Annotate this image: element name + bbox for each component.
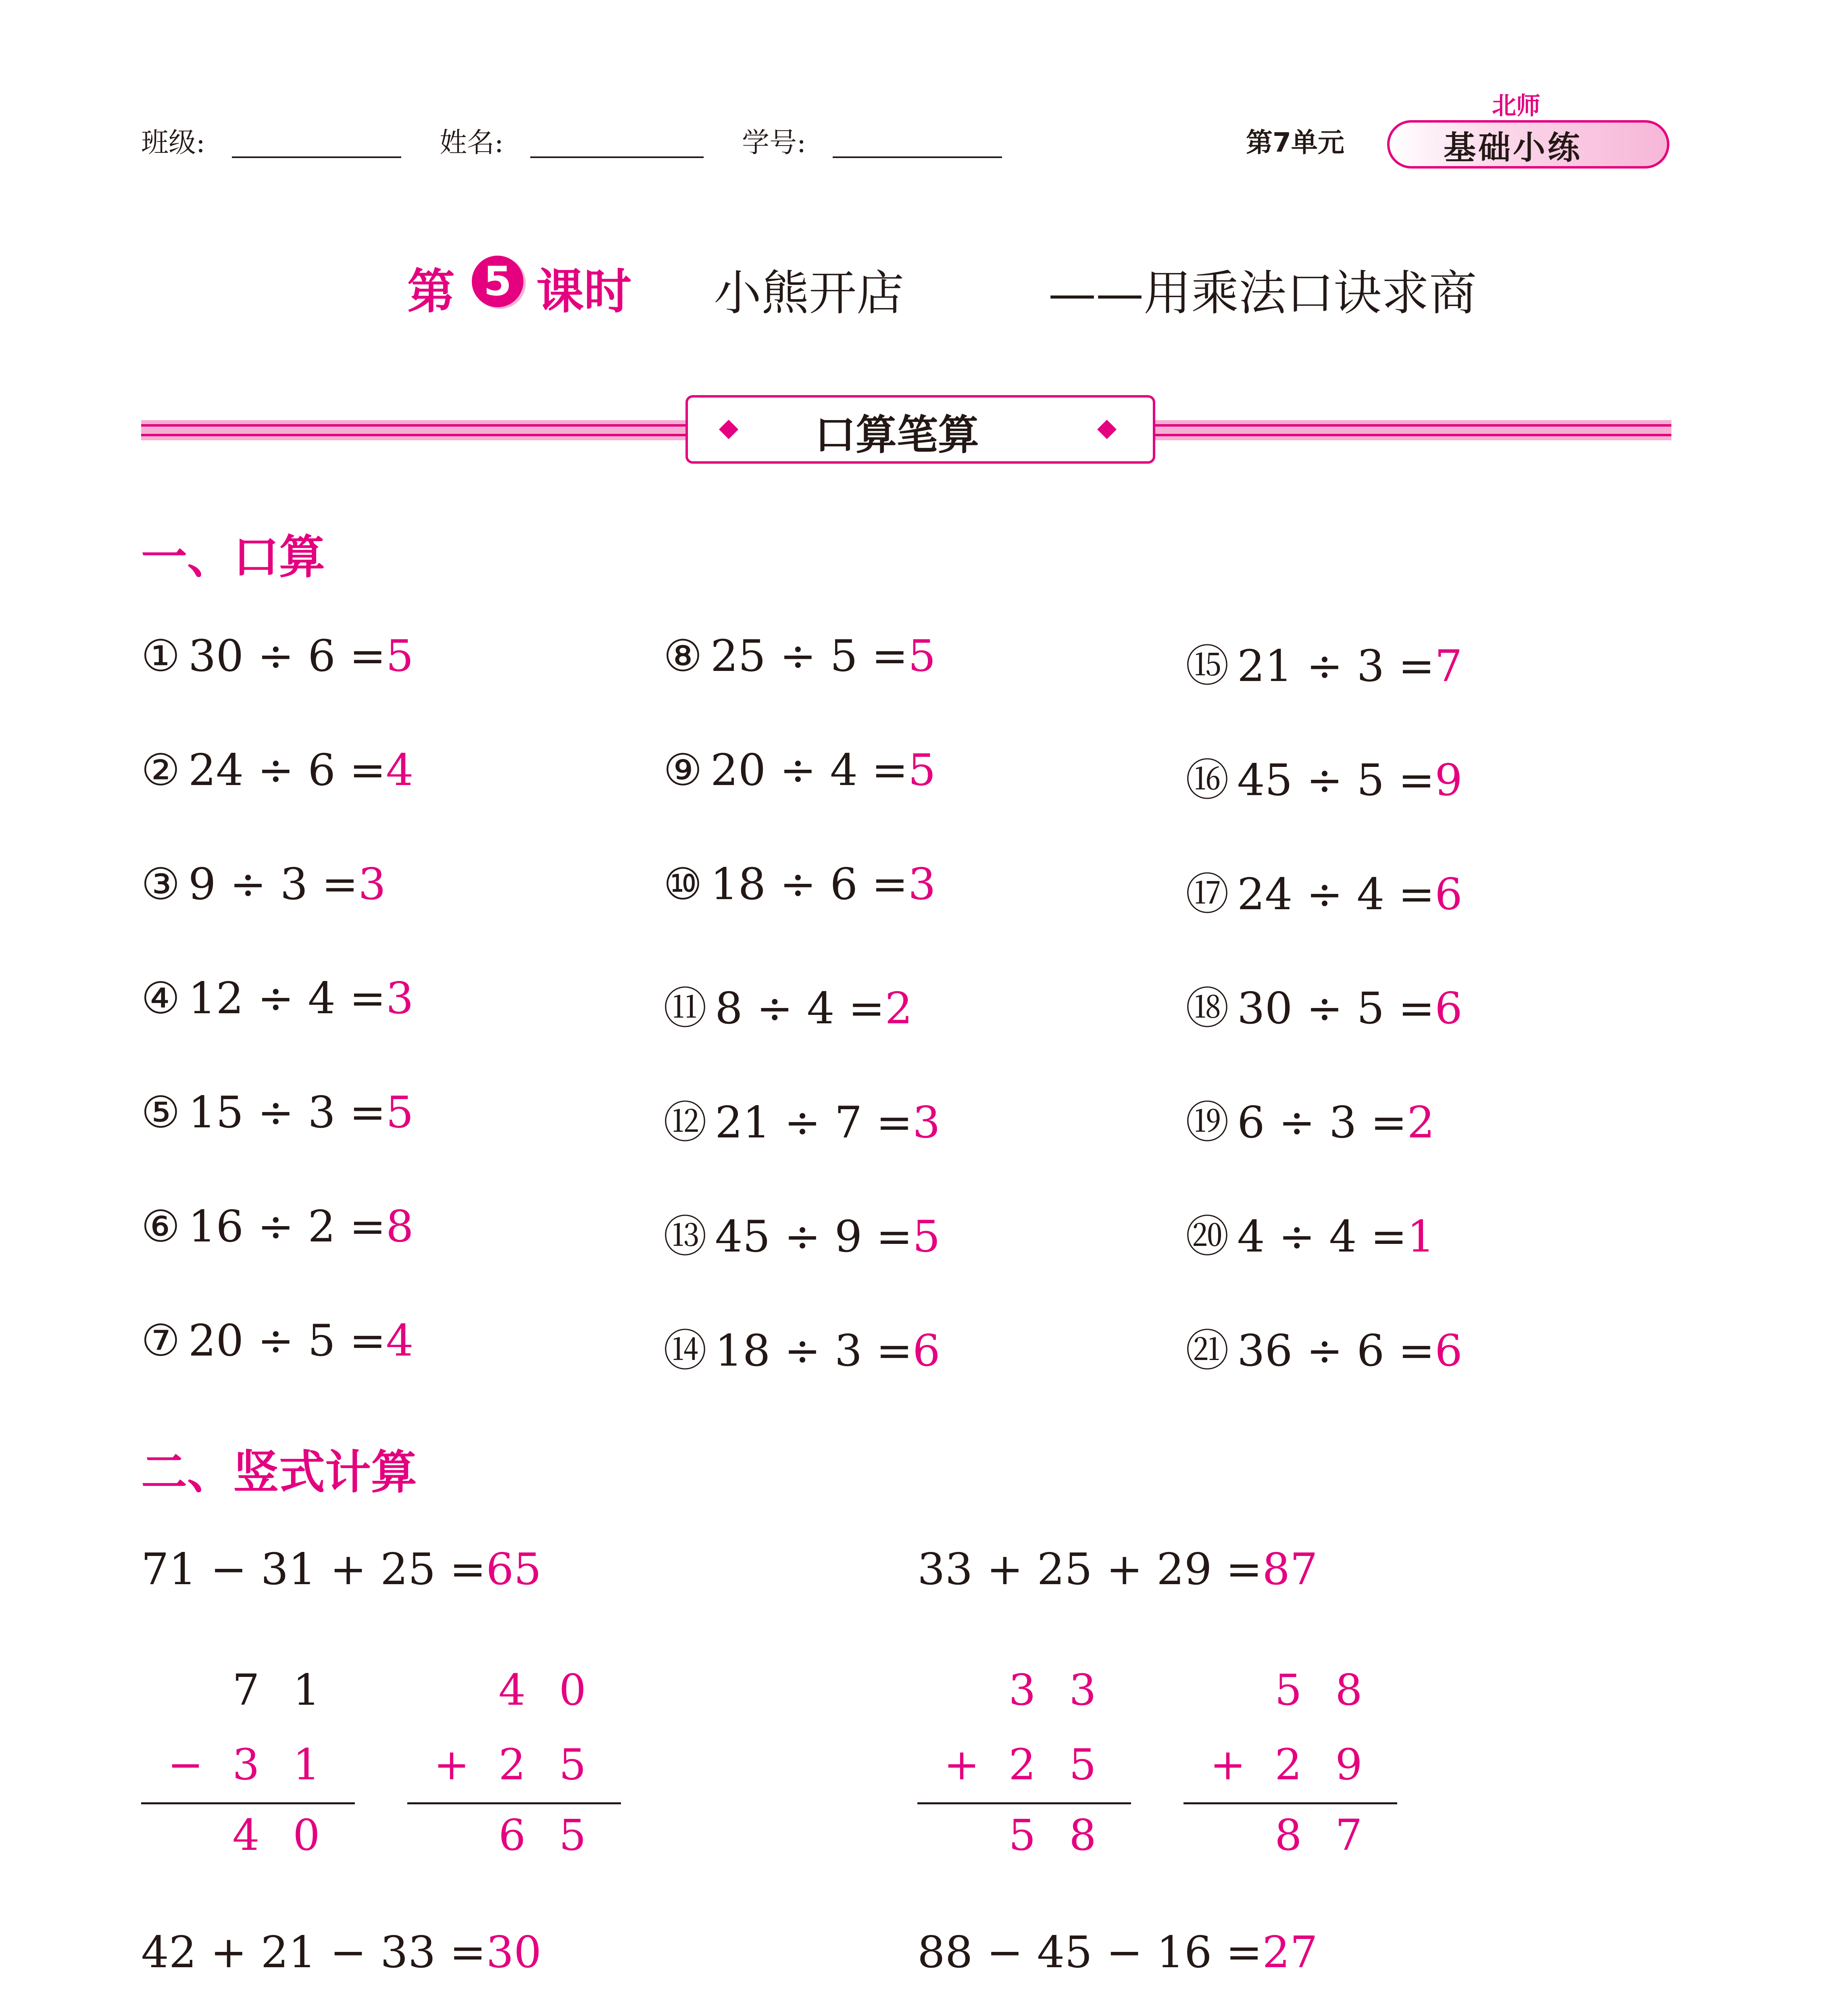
top-digit[interactable]: 0 <box>559 1665 586 1715</box>
class-label: 班级: <box>141 127 205 159</box>
problem-expression: 45 ÷ 5 = <box>1237 755 1435 806</box>
equation-answer[interactable]: 27 <box>1262 1927 1318 1978</box>
problem-expression: 36 ÷ 6 = <box>1237 1326 1435 1376</box>
problem-answer[interactable]: 9 <box>1435 755 1463 806</box>
problem-answer[interactable]: 5 <box>385 631 414 681</box>
operand-digit[interactable]: 2 <box>1008 1740 1036 1789</box>
operand-digit[interactable]: 2 <box>498 1740 526 1789</box>
top-digit: 7 <box>232 1665 260 1715</box>
problem-number: ⑭ <box>663 1326 707 1376</box>
oral-problem <box>141 1202 414 1252</box>
problem-expression: 18 ÷ 6 = <box>710 859 908 910</box>
unit-label: 第7单元 <box>1246 127 1344 158</box>
problem-answer[interactable]: 6 <box>1435 983 1463 1034</box>
top-digit[interactable]: 3 <box>1008 1665 1036 1715</box>
problem-answer[interactable]: 3 <box>913 1098 940 1148</box>
problem-answer[interactable]: 6 <box>913 1326 940 1376</box>
equation <box>917 1927 1318 1978</box>
section-heading-oral: 一、口算 <box>141 530 325 584</box>
equation <box>917 1544 1318 1595</box>
vertical-calc-block <box>141 1665 355 1867</box>
problem-number: ④ <box>141 973 180 1024</box>
top-digit[interactable]: 8 <box>1335 1665 1363 1715</box>
problem-answer[interactable]: 1 <box>1407 1212 1435 1262</box>
problem-answer[interactable]: 5 <box>908 631 936 681</box>
banner-stripe-right <box>1151 420 1671 440</box>
oral-problem <box>663 1202 940 1264</box>
problem-number: ⑪ <box>663 983 707 1034</box>
class-blank[interactable] <box>232 156 401 158</box>
problem-answer[interactable]: 2 <box>1407 1098 1435 1148</box>
problem-answer[interactable]: 4 <box>385 1316 414 1366</box>
operand-digit[interactable]: 2 <box>1275 1740 1302 1789</box>
student-id-label: 学号: <box>742 127 806 159</box>
plus-sign[interactable]: + <box>433 1740 470 1789</box>
problem-answer[interactable]: 3 <box>385 973 414 1024</box>
oral-problem <box>663 745 936 796</box>
problem-expression: 8 ÷ 4 = <box>715 983 885 1034</box>
banner-stripe-left <box>141 420 690 440</box>
oral-problem <box>663 1316 940 1378</box>
result-digit[interactable]: 8 <box>1069 1810 1096 1860</box>
operand-digit[interactable]: 9 <box>1335 1740 1363 1789</box>
minus-sign[interactable]: − <box>167 1740 204 1789</box>
equation <box>141 1927 542 1978</box>
problem-number: ㉑ <box>1186 1326 1229 1376</box>
plus-sign[interactable]: + <box>944 1740 980 1789</box>
oral-problem <box>1186 1202 1435 1264</box>
brand-main-text: 基础小练 <box>1444 129 1582 167</box>
problem-number: ① <box>141 631 180 681</box>
top-digit[interactable]: 4 <box>498 1665 526 1715</box>
problem-number: ⑮ <box>1186 641 1229 691</box>
equation-expression: 71 − 31 + 25 = <box>141 1544 486 1595</box>
brand-top-text: 北师 <box>1492 92 1540 120</box>
equation-expression: 33 + 25 + 29 = <box>917 1544 1263 1595</box>
calc-line <box>1183 1802 1397 1804</box>
equation-expression: 42 + 21 − 33 = <box>141 1927 486 1978</box>
problem-number: ② <box>141 745 180 796</box>
section-heading-vertical: 二、竖式计算 <box>141 1445 417 1499</box>
oral-problem <box>663 1087 940 1150</box>
operand-digit[interactable]: 5 <box>1069 1740 1096 1789</box>
oral-problem <box>141 1316 414 1366</box>
oral-problem <box>1186 745 1463 808</box>
student-id-blank[interactable] <box>833 156 1002 158</box>
equation <box>141 1544 542 1595</box>
problem-expression: 9 ÷ 3 = <box>188 859 358 910</box>
problem-expression: 45 ÷ 9 = <box>715 1212 913 1262</box>
result-digit[interactable]: 6 <box>498 1810 526 1860</box>
oral-problem <box>141 973 414 1024</box>
problem-answer[interactable]: 5 <box>913 1212 940 1262</box>
calc-line <box>141 1802 355 1804</box>
problem-number: ⑯ <box>1186 755 1229 806</box>
result-digit[interactable]: 0 <box>293 1810 320 1860</box>
problem-number: ⑬ <box>663 1212 707 1262</box>
problem-answer[interactable]: 2 <box>885 983 913 1034</box>
problem-answer[interactable]: 4 <box>385 745 414 796</box>
lesson-title: 小熊开店 <box>714 265 904 321</box>
banner-title: 口算笔算 <box>815 411 979 459</box>
calc-line <box>917 1802 1131 1804</box>
name-blank[interactable] <box>530 156 704 158</box>
problem-expression: 6 ÷ 3 = <box>1237 1098 1407 1148</box>
equation-answer[interactable]: 87 <box>1262 1544 1318 1595</box>
problem-expression: 20 ÷ 4 = <box>710 745 908 796</box>
problem-number: ⑫ <box>663 1098 707 1148</box>
problem-expression: 30 ÷ 5 = <box>1237 983 1435 1034</box>
problem-expression: 25 ÷ 5 = <box>710 631 908 681</box>
result-digit[interactable]: 7 <box>1335 1810 1363 1860</box>
problem-expression: 15 ÷ 3 = <box>188 1087 386 1138</box>
problem-answer[interactable]: 7 <box>1435 641 1463 691</box>
oral-problem <box>141 1087 414 1138</box>
vertical-calc-block <box>1183 1665 1397 1867</box>
problem-answer[interactable]: 5 <box>908 745 936 796</box>
problem-number: ⑰ <box>1186 869 1229 920</box>
oral-problem <box>141 745 414 796</box>
problem-expression: 24 ÷ 6 = <box>188 745 386 796</box>
result-digit[interactable]: 5 <box>559 1810 586 1860</box>
top-digit[interactable]: 3 <box>1069 1665 1096 1715</box>
oral-problem <box>1186 631 1463 694</box>
problem-expression: 30 ÷ 6 = <box>188 631 386 681</box>
problem-number: ⑥ <box>141 1202 180 1252</box>
lesson-subtitle: ——用乘法口诀求商 <box>1048 265 1477 321</box>
lesson-number-badge: 5 <box>472 256 523 307</box>
oral-problem <box>1186 973 1463 1036</box>
result-digit[interactable]: 8 <box>1275 1810 1302 1860</box>
problem-number: ③ <box>141 859 180 910</box>
oral-problem <box>663 859 936 910</box>
problem-number: ⑱ <box>1186 983 1229 1034</box>
operand-digit[interactable]: 3 <box>232 1740 260 1789</box>
oral-problem <box>1186 1316 1463 1378</box>
problem-number: ⑩ <box>663 859 702 910</box>
operand-digit[interactable]: 1 <box>293 1740 320 1789</box>
oral-problem <box>141 859 386 910</box>
equation-answer[interactable]: 65 <box>486 1544 542 1595</box>
vertical-calc-block <box>407 1665 621 1867</box>
top-digit[interactable]: 5 <box>1275 1665 1302 1715</box>
lesson-suffix: 课时 <box>536 264 632 319</box>
vertical-calc-block <box>917 1665 1131 1867</box>
equation-expression: 88 − 45 − 16 = <box>917 1927 1263 1978</box>
problem-answer[interactable]: 3 <box>908 859 936 910</box>
problem-expression: 4 ÷ 4 = <box>1237 1212 1407 1262</box>
problem-expression: 12 ÷ 4 = <box>188 973 386 1024</box>
problem-expression: 21 ÷ 3 = <box>1237 641 1435 691</box>
problem-number: ⑧ <box>663 631 702 681</box>
problem-number: ⑤ <box>141 1087 180 1138</box>
name-label: 姓名: <box>440 127 504 159</box>
oral-problem <box>1186 859 1463 922</box>
oral-problem <box>663 973 913 1036</box>
operand-digit[interactable]: 5 <box>559 1740 586 1789</box>
problem-expression: 18 ÷ 3 = <box>715 1326 913 1376</box>
top-digit: 1 <box>293 1665 320 1715</box>
problem-expression: 24 ÷ 4 = <box>1237 869 1435 920</box>
problem-number: ⑲ <box>1186 1098 1229 1148</box>
problem-expression: 20 ÷ 5 = <box>188 1316 386 1366</box>
result-digit[interactable]: 5 <box>1008 1810 1036 1860</box>
problem-answer[interactable]: 3 <box>358 859 386 910</box>
lesson-prefix: 第 <box>407 264 455 319</box>
plus-sign[interactable]: + <box>1210 1740 1246 1789</box>
problem-answer[interactable]: 6 <box>1435 869 1463 920</box>
equation-answer[interactable]: 30 <box>486 1927 542 1978</box>
result-digit[interactable]: 4 <box>232 1810 260 1860</box>
problem-number: ⑨ <box>663 745 702 796</box>
problem-number: ⑦ <box>141 1316 180 1366</box>
calc-line <box>407 1802 621 1804</box>
problem-expression: 21 ÷ 7 = <box>715 1098 913 1148</box>
problem-number: ⑳ <box>1186 1212 1229 1262</box>
problem-answer[interactable]: 8 <box>385 1202 414 1252</box>
oral-problem <box>663 631 936 681</box>
oral-problem <box>1186 1087 1435 1150</box>
problem-answer[interactable]: 5 <box>385 1087 414 1138</box>
problem-expression: 16 ÷ 2 = <box>188 1202 386 1252</box>
oral-problem <box>141 631 414 681</box>
problem-answer[interactable]: 6 <box>1435 1326 1463 1376</box>
